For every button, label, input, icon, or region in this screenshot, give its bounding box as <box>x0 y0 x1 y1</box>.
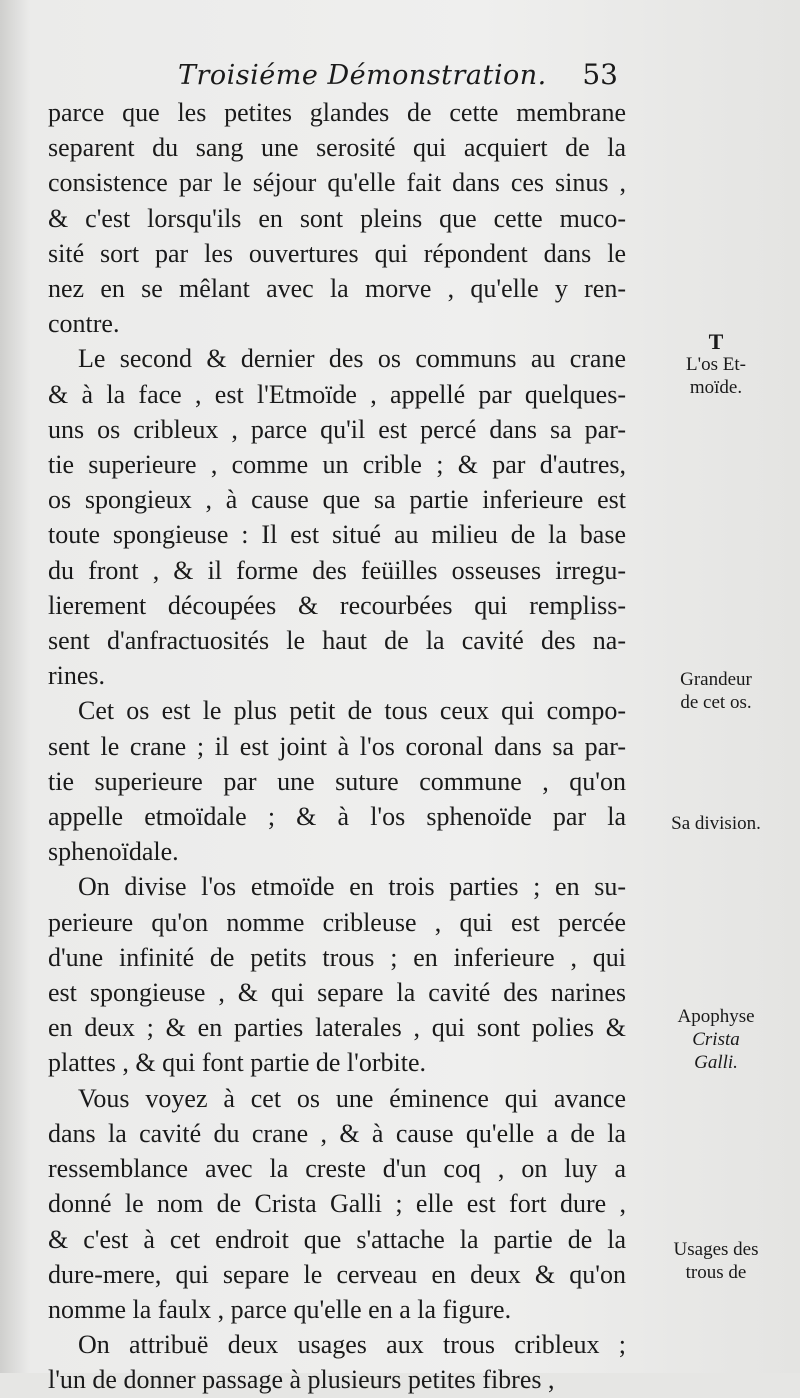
text-line: rines. <box>48 661 106 691</box>
paragraph <box>48 1081 626 1327</box>
text-line: appelle etmoïdale ; & à l'os sphenoïde par la <box>48 802 626 832</box>
text-line: nez en se mêlant avec la morve , qu'elle y ren- <box>48 274 626 304</box>
text-line: os spongieux , à cause que sa partie inferieure est <box>48 485 626 515</box>
page-header <box>178 60 618 100</box>
body-text <box>48 95 626 1398</box>
paragraph <box>48 341 626 693</box>
text-line: lierement découpées & recourbées qui rempliss- <box>48 590 626 620</box>
margin-note-line: Grandeur <box>680 669 752 690</box>
text-line: Vous voyez à cet os une éminence qui avance <box>78 1083 626 1113</box>
text-line: est spongieuse , & qui separe la cavité des narines <box>48 978 626 1008</box>
text-line: Cet os est le plus petit de tous ceux qui compo- <box>78 696 626 726</box>
text-line: toute spongieuse : Il est situé au milieu de la base <box>48 520 626 550</box>
text-line: l'un de donner passage à plusieurs petites fibres , <box>48 1365 555 1395</box>
text-line: parce que les petites glandes de cette membrane <box>48 98 626 127</box>
text-line: nomme la faulx , parce qu'elle en a la figure. <box>48 1294 512 1324</box>
margin-note-line: Usages des <box>673 1239 759 1260</box>
margin-note-grandeur <box>636 668 796 714</box>
paragraph <box>48 95 626 341</box>
margin-note-line: Sa division. <box>671 813 761 834</box>
text-line: tie superieure , comme un crible ; & par d'autres, <box>48 450 626 480</box>
paragraph <box>48 1327 626 1397</box>
text-line: en deux ; & en parties laterales , qui sont polies & <box>48 1013 626 1043</box>
text-line: d'une infinité de petits trous ; en inferieure , qui <box>48 942 626 972</box>
text-line: On divise l'os etmoïde en trois parties ; en su- <box>78 872 626 902</box>
text-line: uns os cribleux , parce qu'il est percé dans sa par- <box>48 414 626 444</box>
margin-note-etmoide <box>636 330 796 399</box>
text-line: separent du sang une serosité qui acquiert de la <box>48 133 626 163</box>
text-line: contre. <box>48 309 120 339</box>
text-line: consistence par le séjour qu'elle fait dans ces sinus , <box>48 168 626 198</box>
margin-note-apophyse <box>636 1005 796 1074</box>
text-line: Le second & dernier des os communs au crane <box>78 344 626 374</box>
margin-note-line: de cet os. <box>680 692 752 713</box>
running-title: Troisiéme Démonstration. <box>178 60 547 91</box>
paragraph <box>48 693 626 869</box>
text-line: sité sort par les ouvertures qui répondent dans le <box>48 238 626 268</box>
paragraph <box>48 869 626 1080</box>
text-line: du front , & il forme des feüilles osseuses irregu- <box>48 555 626 585</box>
text-line: & c'est à cet endroit que s'attache la partie de la <box>48 1224 626 1254</box>
text-line: sent le crane ; il est joint à l'os coronal dans sa par- <box>48 731 626 761</box>
text-line: sent d'anfractuosités le haut de la cavité des na- <box>48 626 626 656</box>
text-line: donné le nom de Crista Galli ; elle est fort dure , <box>48 1189 626 1219</box>
page-number: 53 <box>582 58 618 91</box>
margin-note-line: Apophyse <box>677 1006 755 1027</box>
margin-note-line: T <box>708 329 724 354</box>
text-line: dure-mere, qui separe le cerveau en deux & qu'on <box>48 1259 626 1289</box>
text-line: sphenoïdale. <box>48 837 179 867</box>
margin-note-line: L'os Et- <box>686 354 746 375</box>
text-line: dans la cavité du crane , & à cause qu'elle a de la <box>48 1118 626 1148</box>
text-line: On attribuë deux usages aux trous cribleux ; <box>78 1330 626 1360</box>
margin-note-usages <box>636 1238 796 1284</box>
text-line: perieure qu'on nomme cribleuse , qui est percée <box>48 907 626 937</box>
margin-note-line: Crista <box>692 1029 740 1050</box>
margin-note-line: Galli. <box>694 1052 738 1073</box>
margin-note-line: trous de <box>685 1262 747 1283</box>
margin-note-line: moïde. <box>689 377 743 398</box>
text-line: ressemblance avec la creste d'un coq , on luy a <box>48 1154 626 1184</box>
text-line: & à la face , est l'Etmoïde , appellé par quelques- <box>48 379 626 409</box>
text-line: tie superieure par une suture commune , qu'on <box>48 766 626 796</box>
text-line: & c'est lorsqu'ils en sont pleins que cette muco- <box>48 203 626 233</box>
margin-note-division <box>636 812 796 835</box>
text-line: plattes , & qui font partie de l'orbite. <box>48 1048 426 1078</box>
